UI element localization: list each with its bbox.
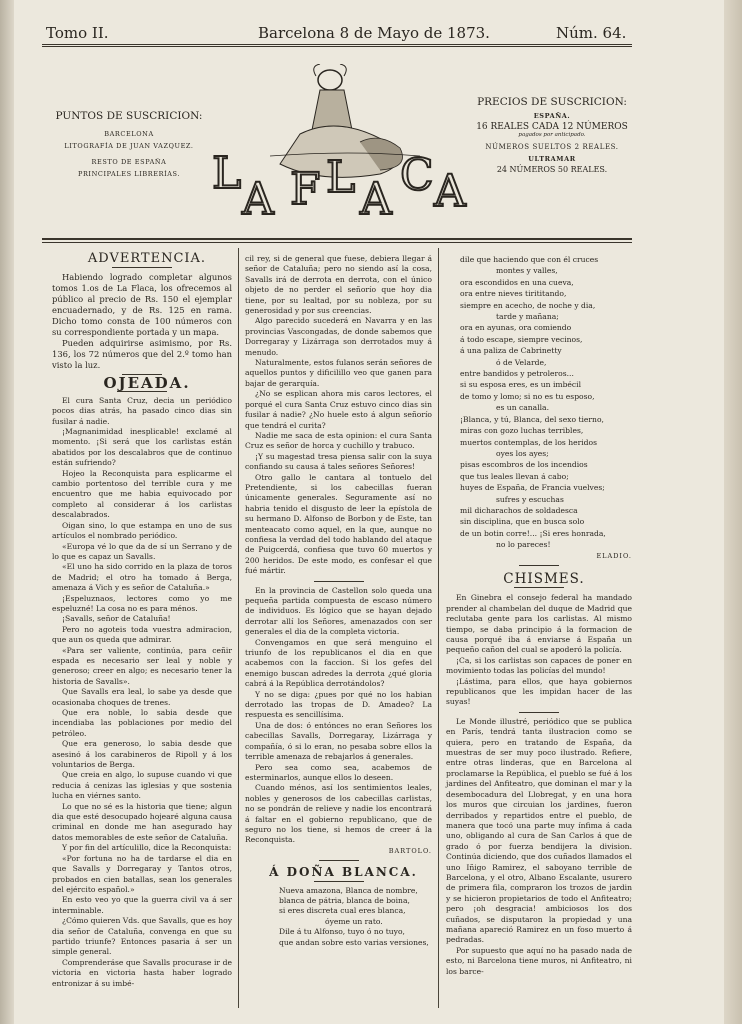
binding-edge [0,0,14,1024]
poem-line: huyes de España, de Francia vuelves; [460,483,605,493]
article-paragraph: cil rey, si de general que fuese, debiera llegar á señor de Cataluña; pero no siendo así la cosa, Savalls irá de derrota en derrota, con el único objeto de no perder el señorío que hoy dia tiene, por su lealtad, por su nobleza, por su generosidad y por sus creencias. [245,254,432,316]
suscripcion-title: PUNTOS DE SUSCRICION: [55,110,203,122]
column-3 [446,254,632,977]
suscripcion-line: PRINCIPALES LIBRERÍAS. [77,170,181,178]
advertencia-heading: ADVERTENCIA. [87,251,207,266]
article-paragraph: ¡Ca, si los carlistas son capaces de poner en movimiento todas las policías del mundo! [446,655,632,676]
precios-line: 16 REALES CADA 12 NÚMEROS [476,122,628,132]
article-paragraph: Nadie me saca de esta opinion: el cura Santa Cruz es señor de horca y cuchillo y trabuco. [245,430,432,451]
logo-letter: C [400,150,434,201]
logo-letter: L [212,148,242,199]
article-paragraph: Lo que no sé es la historia que tiene; algun dia que esté desocupado hojearé alguna causa criminal en donde me han asegurado hay datos memorables de este señor de Cataluña. [52,801,232,842]
issue-number: Núm. 64. [556,24,627,42]
top-rule-2 [42,46,632,47]
column-1 [52,251,232,989]
article-paragraph: Que creia en algo, lo supuse cuando vi que reducia á cenizas las iglesias y que sostenia lucha en viérnes santo. [52,770,232,801]
masthead-info [44,24,627,46]
masthead-rule [42,238,632,240]
article-paragraph: Convengamos en que será menguino el triunfo de los republicanos el dia en que acabemos con la faccion. Si los gefes del enemigo buscan adredes la derrota ¿qué gloria cabrá á la República derrotándolos? [245,637,432,689]
poem-line: oyes los ayes; [496,448,549,458]
article-paragraph: Que era generoso, lo sabia desde que asesinó á los carabineros de Ripoll y á los voluntarios de Berga. [52,739,232,770]
poem-line: ora escondidos en una cueva, [460,277,574,287]
poem-line: Dile á tu Alfonso, tuyo ó no tuyo, [279,927,405,937]
advertencia-paragraph: Habiendo logrado completar algunos tomos 1.os de La Flaca, los ofrecemos al público al precio de Rs. 150 el ejemplar encuadernado, y de Rs. 125 en rama. Dicho tomo consta de 100 números con su correspondiente portada y un mapa. [52,272,232,338]
precios-line: NÚMEROS SUELTOS 2 REALES. [485,143,619,151]
article-paragraph: En Ginebra el consejo federal ha mandado prender al chambelan del duque de Madrid que reclutaba gente para los carlistas. Al mismo tiempo, se daba principio á la formacion de causa porqué iba á enviarse á España un pequeño cañon del cual se apoderó la policía. [446,593,632,655]
poem-line: tarde y mañana; [496,312,559,322]
article-paragraph: ¡Lástima, para ellos, que haya gobiernos republicanos que les impidan hacer de las suyas! [446,676,632,707]
poem-line: ó de Velarde, [496,357,547,367]
suscripcion-line: LITOGRAFÍA DE JUAN VAZQUEZ. [64,142,194,150]
logo-letter: A [242,174,274,224]
logo-letter: L [326,152,356,203]
date-label: Barcelona 8 de Mayo de 1873. [258,24,490,42]
poem-line: de un botin corre!... ¡Si eres honrada, [460,528,606,538]
poem-line: dile que haciendo que con él cruces [460,255,599,264]
article-paragraph: Que era noble, lo sabia desde que incendiaba las poblaciones por medio del petróleo. [52,708,232,738]
article-paragraph: Que Savalls era leal, lo sabe ya desde que ocasionaba choques de trenes. [52,687,232,707]
poem-line: que tus leales llevan á cabo; [460,471,569,481]
article-paragraph: Por supuesto que aquí no ha pasado nada de esto, ni Barcelona tiene muros, ni Anfiteatro, ni los barce- [446,945,632,976]
article-paragraph: Una de dos: ó entónces no eran Señores los cabecillas Savalls, Dorregaray, Lizárraga y compañía, ó si lo eran, no pesaba sobre ellos la terrible amenaza de rebajarlos á generales. [245,720,432,762]
article-paragraph: En esto veo yo que la guerra civil va á ser interminable. [52,895,232,915]
poem-line: sin disciplina, que en busca solo [460,517,585,527]
article-paragraph: Hojeo la Reconquista para esplicarme el cambio portentoso del terrible cura y me encuentro que me habia equivocado por completo al considerar á los carlistas descalabrados. [52,468,232,520]
precios-block [474,96,630,174]
article-paragraph: En la provincia de Castellon solo queda una pequeña partida compuesta de escaso número de individuos. Es lógico que se hayan dejado derrotar allí los Señores, amenazados con ser generales el dia de la completa victoria. [245,585,432,637]
poem-line: ora en ayunas, ora comiendo [460,323,572,333]
poem-line: á una paliza de Cabrinetty [460,346,562,356]
poem-heading: Á DOÑA BLANCA. [269,865,418,880]
poem-line: blanca de pátria, blanca de boina, [279,895,410,905]
signature-bartolo: BARTOLO. [388,846,432,855]
advertencia-paragraph: Pueden adquirirse asimismo, por Rs. 136, los 72 números que del 2.º tomo han visto la luz. [52,338,232,371]
article-paragraph: «Para ser valiente, continúa, para ceñir espada es necesario ser leal y noble y generoso; creer en algo; es necesario tener la historia de Savalls». [52,645,232,686]
article-paragraph: Algo parecido sucederá en Navarra y en las provincias Vascongadas, de donde sabemos que Dorregaray y Lizárraga son derrotados muy á menudo. [245,316,432,357]
article-paragraph: Y por fin del artículillo, dice la Reconquista: [62,843,232,853]
logo-letter: A [360,174,392,224]
article-paragraph: ¡Y su magestad tresa piensa salir con la suya confiando su causa á tales señores Señores! [245,451,432,472]
precios-title: PRECIOS DE SUSCRICION: [477,96,627,108]
article-paragraph: Naturalmente, estos fulanos serán señores de aquellos puntos y dificilillo veo que ganen para bajar de gerarquía. [245,358,432,388]
article-paragraph: ¡Magnanimidad inesplicable! exclamé al momento. ¡Si será que los carlistas están abatidos por los descalabros que de continuo están sufriendo? [52,427,232,468]
poem-line: de tomo y lomo; si no es tu esposo, [460,391,595,401]
article-paragraph: Le Monde illustré, periódico que se publica en París, tendrá tanta ilustracion como se quiera, pero en tratando de España, da muestras de ser muy poco ilustrado. Refiere, entre otras linderas, que en Barcelona al proclamarse la República, el pueblo se fué á los jardines del Anfiteatro, que dominan el mar y la desembocadura del Llobregat, y en una hora los muros que circuian los jardines, fueron derribados y repartidos entre el pueblo, de manera que tocó una parte muy ínfima á cada uno, obligando al cura de San Carlos á que de grado ó por fuerza bendijera la division. Continúa diciendo, que dos cuñados llamados el uno Iñigo Ramirez, el saboyano terrible de Barcelona, y el otro, Albano Escalante, usurero de primera fila, compraron los trozos de jardin y se hicieron propietarios de todo el Anfiteatro; pero ¡oh desgracia! ambiciosos los dos cuñados, se disputaron la propiedad y una mañana apareció Ramirez en un foso muerto á pedradas. [446,716,632,945]
article-paragraph: «Europa vé lo que da de sí un Serrano y de lo que es capaz un Savalls. [52,541,232,561]
la-flaca-logo [210,64,472,224]
poem-line: miras con gozo luchas terribles, [460,426,584,436]
column-divider [238,248,239,1008]
poem-line: es un canalla. [496,403,549,413]
poem-line: montes y valles, [496,266,558,276]
article-paragraph: Otro gallo le cantara al tontuelo del Pretendiente, si los cabecillas fueran únicamente generales. Seguramente así no habria tenido el disgusto de leer la epístola de su hermano D. Alfonso de Borbon y de Este, tan menteacato como aquel, en la que, aunque no confiesa la verdad del todo hablando del ataque de Puigcerdá, confiesa que tuvo 60 muertos y 200 heridos. De este modo, es confesar el que fué mártir. [245,472,432,576]
logo-letter: F [290,164,321,215]
article-paragraph: Pero sea como sea, acabemos de esterminarlos, aunque ellos lo deseen. [245,762,432,782]
article-paragraph: «Por fortuna no ha de tardarse el dia en que Savalls y Dorregaray y Tantos otros, probados en cien batallas, sean los generales del ejército español.» [52,853,232,894]
suscripcion-line: RESTO DE ESPAÑA [91,158,167,166]
article-paragraph: «El uno ha sido corrido en la plaza de toros de Madrid; el otro ha tomado á Berga, amenaza á Vich y es señor de Cataluña.» [52,562,232,593]
poem-line: óyeme un rato. [325,916,383,926]
poem-line: si eres discreta cual eres blanca, [279,906,406,916]
poem-line: á todo escape, siempre vecinos, [460,334,583,344]
precios-line: ULTRAMAR [528,155,576,163]
poem-line: mil dicharachos de soldadesca [460,505,578,515]
suscripcion-block [44,110,214,180]
poem-line: muertos contemplas, de los heridos [460,437,598,447]
poem-line: no lo pareces! [496,540,551,550]
poem-line: ¡Blanca, y tú, Blanca, del sexo tierno, [460,414,604,424]
suscripcion-line: BARCELONA [104,130,154,138]
masthead-rule-2 [42,242,632,243]
ojeada-heading: OJEADA. [103,374,191,393]
poem-line: entre bandidos y petroleros... [460,369,574,379]
precios-line: pagados por anticipado. [518,132,586,138]
article-paragraph: ¿No se esplican ahora mis caros lectores, el porqué el cura Santa Cruz estuvo cinco dias sin fusilar á nadie? ¿No huele esto á algun señorío que tendrá el curita? [245,389,432,430]
chismes-heading: CHISMES. [503,570,585,587]
poem-line: sufres y escuchas [496,494,564,504]
article-paragraph: Pero no agoteis toda vuestra admiracion, que aun os queda que admirar. [52,624,232,645]
poem-line: si su esposa eres, es un imbécil [460,380,582,390]
precios-line: ESPAÑA. [533,112,571,120]
poem-line: ora entre nieves tirititando, [460,289,567,299]
signature-eladio: ELADIO. [596,551,632,560]
article-paragraph: Comprenderáse que Savalls procurase ir de victoria en victoria hasta haber logrado entronizar á su imbé- [52,957,232,988]
volume-label: Tomo II. [46,24,109,42]
article-paragraph: Oigan sino, lo que estampa en uno de sus artículos el nombrado periódico. [52,520,232,541]
precios-line: 24 NÚMEROS 50 REALES. [496,165,608,174]
top-rule [42,44,632,45]
column-divider [438,248,439,1008]
article-paragraph: ¿Cómo quieren Vds. que Savalls, que es hoy dia señor de Cataluña, convenga en que su partido triunfe? Entonces pasaria á ser un simple general. [52,916,232,957]
poem-line: Nueva amazona, Blanca de nombre, [279,885,418,895]
page-edge [724,0,742,1024]
column-2 [245,254,432,948]
poem-line: siempre en acecho, de noche y dia, [460,300,596,310]
article-paragraph: ¡Espeluznaos, lectores como yo me espeluzné! La cosa no es para ménos. [52,593,232,613]
article-paragraph: Cuando ménos, así los sentimientos leales, nobles y generosos de los cabecillas carlistas, no se pondrán de relieve y nadie los encontrará á faltar en el gobierno republicano, que de seguro no los tiene, si hemos de creer á la Reconquista. [245,783,432,845]
logo-letter: A [434,166,466,217]
article-paragraph: El cura Santa Cruz, decia un periódico pocos dias atrás, ha pasado cinco dias sin fusilar á nadie. [52,395,232,426]
article-paragraph: Y no se diga: ¿pues por qué no los habian derrotado las tropas de D. Amadeo? La respuesta es sencillísima. [245,689,432,720]
poem-line: pisas escombros de los incendios [460,460,588,470]
poem-line: que andan sobre esto varias versiones, [279,937,429,947]
article-paragraph: ¡Savalls, señor de Cataluña! [62,614,171,624]
